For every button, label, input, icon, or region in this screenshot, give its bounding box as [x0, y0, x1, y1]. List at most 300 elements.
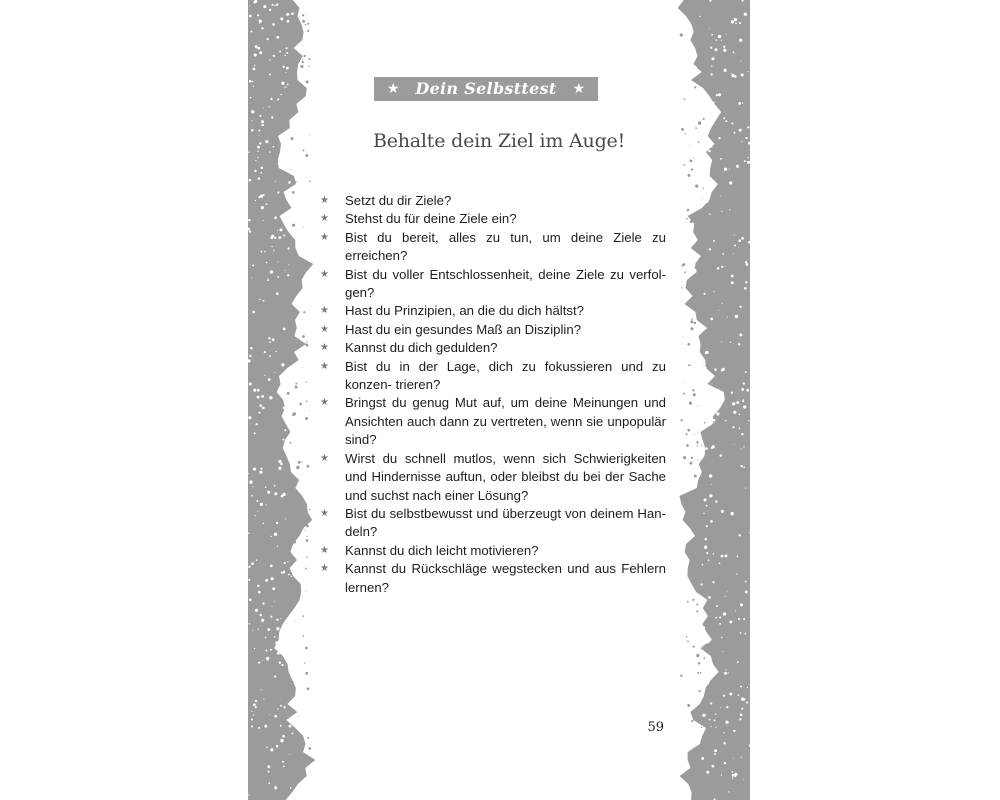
speckle: [253, 703, 256, 706]
speckle: [680, 33, 683, 36]
speckle: [306, 381, 307, 382]
speckle: [306, 539, 309, 542]
speckle: [735, 315, 738, 318]
speckle: [259, 471, 262, 474]
speckle: [732, 777, 733, 778]
question-text: Hast du Prinzipien, an die du dich hältst?: [345, 303, 584, 319]
speckle: [299, 17, 300, 18]
speckle: [712, 57, 715, 60]
speckle: [302, 59, 303, 60]
speckle: [263, 5, 266, 8]
speckle: [254, 1, 257, 4]
speckle: [695, 185, 698, 188]
speckle: [721, 40, 722, 41]
speckle: [280, 17, 283, 20]
speckle: [251, 711, 252, 712]
speckle: [715, 109, 716, 110]
speckle: [718, 35, 721, 38]
selftest-banner: [374, 77, 598, 101]
speckle: [251, 31, 253, 33]
speckle: [261, 689, 262, 690]
speckle: [254, 648, 255, 649]
speckle: [741, 465, 743, 467]
speckle: [738, 618, 740, 620]
speckle: [692, 555, 693, 556]
speckle: [683, 393, 685, 395]
speckle: [745, 261, 747, 263]
speckle: [687, 641, 689, 643]
speckle: [723, 49, 726, 52]
speckle: [278, 98, 280, 100]
speckle: [290, 796, 293, 799]
speckle: [257, 389, 260, 392]
left-speckled-border: [248, 0, 315, 800]
speckle: [701, 727, 702, 728]
speckle: [282, 65, 284, 67]
question-text: Hast du ein gesundes Maß an Disziplin?: [345, 321, 582, 337]
speckle: [261, 120, 264, 123]
speckle: [711, 484, 712, 485]
speckle: [691, 318, 693, 320]
speckle: [287, 737, 289, 739]
speckle: [706, 103, 707, 104]
speckle: [716, 39, 717, 40]
speckle: [720, 196, 721, 197]
speckle: [251, 110, 254, 113]
speckle: [740, 61, 741, 62]
speckle: [267, 628, 270, 631]
speckle: [278, 460, 281, 463]
speckle: [309, 509, 310, 510]
speckle: [715, 500, 717, 502]
speckle: [250, 423, 251, 424]
speckle: [747, 71, 748, 72]
speckle: [728, 672, 729, 673]
speckle: [276, 292, 279, 295]
speckle: [269, 59, 270, 60]
speckle: [732, 774, 735, 777]
question-item: [320, 192, 666, 210]
speckle: [262, 602, 264, 604]
speckle: [710, 47, 712, 49]
speckle: [308, 747, 311, 750]
speckle: [702, 714, 705, 717]
speckle: [280, 94, 282, 96]
speckle: [745, 590, 748, 593]
speckle: [696, 33, 698, 35]
speckle: [695, 266, 698, 269]
speckle: [707, 640, 710, 643]
speckle: [734, 18, 737, 21]
speckle: [695, 569, 698, 572]
speckle: [266, 262, 268, 264]
speckle: [283, 234, 285, 236]
speckle: [301, 461, 302, 462]
speckle: [735, 53, 736, 54]
speckle: [269, 714, 270, 715]
speckle: [722, 253, 724, 255]
speckle: [258, 727, 260, 729]
speckle: [307, 30, 309, 32]
speckle: [265, 579, 268, 582]
speckle: [711, 422, 713, 424]
speckle: [701, 445, 702, 446]
star-bullet-icon: ★: [320, 342, 329, 354]
speckle: [269, 106, 270, 107]
speckle: [270, 98, 272, 100]
speckle: [719, 454, 722, 457]
speckle: [709, 248, 711, 250]
speckle: [705, 538, 708, 541]
star-bullet-icon: ★: [320, 452, 329, 464]
speckle: [281, 572, 283, 574]
speckle: [697, 406, 698, 407]
speckle: [252, 81, 254, 83]
speckle: [266, 504, 267, 505]
speckle: [254, 53, 257, 56]
speckle: [260, 251, 262, 253]
speckle: [289, 725, 292, 728]
speckle: [253, 468, 256, 471]
speckle: [302, 615, 304, 617]
speckle: [721, 555, 724, 558]
speckle: [712, 581, 714, 583]
speckle: [712, 445, 715, 448]
speckle: [261, 395, 264, 398]
speckle: [741, 708, 743, 710]
speckle: [276, 3, 278, 5]
speckle: [280, 725, 282, 727]
speckle: [744, 13, 747, 16]
speckle: [252, 264, 254, 266]
speckle: [249, 623, 250, 624]
speckle: [280, 705, 282, 707]
speckle: [740, 714, 743, 717]
speckle: [690, 160, 693, 163]
speckle: [739, 22, 741, 24]
speckle: [721, 266, 723, 268]
speckle: [281, 82, 284, 85]
speckle: [269, 355, 271, 357]
speckle: [276, 36, 279, 39]
speckle: [290, 425, 291, 426]
speckle: [291, 163, 293, 165]
speckle: [687, 508, 690, 511]
speckle: [272, 4, 274, 6]
question-item: [320, 358, 666, 395]
speckle: [289, 442, 291, 444]
speckle: [269, 74, 271, 76]
speckle: [714, 368, 717, 371]
speckle: [713, 240, 715, 242]
speckle: [278, 467, 281, 470]
speckle: [307, 687, 310, 690]
star-bullet-icon: ★: [320, 397, 329, 409]
speckle: [714, 749, 717, 752]
speckle: [302, 61, 304, 63]
speckle: [738, 239, 741, 242]
speckle: [740, 686, 742, 688]
right-speckled-border: [678, 0, 750, 800]
speckle: [305, 568, 307, 570]
book-page: [248, 0, 750, 800]
speckle: [303, 311, 305, 313]
speckle: [703, 626, 705, 628]
speckle: [296, 747, 297, 748]
speckle: [272, 338, 275, 341]
speckle: [686, 444, 689, 447]
speckle: [284, 429, 286, 431]
speckle: [705, 200, 708, 203]
speckle: [731, 20, 734, 23]
speckle: [730, 512, 733, 515]
speckle: [287, 84, 289, 86]
speckle: [704, 465, 705, 466]
speckle: [285, 270, 286, 271]
speckle: [744, 160, 746, 162]
speckle: [720, 158, 722, 160]
speckle: [749, 532, 750, 533]
speckle: [733, 411, 736, 414]
question-item: [320, 339, 666, 357]
speckle: [710, 702, 712, 704]
speckle: [259, 115, 261, 117]
speckle: [741, 237, 744, 240]
speckle: [293, 412, 296, 415]
speckle: [729, 209, 730, 210]
speckle: [684, 98, 686, 100]
speckle: [286, 52, 288, 54]
speckle: [307, 737, 309, 739]
speckle: [726, 669, 727, 670]
speckle: [290, 401, 293, 404]
speckle: [278, 262, 279, 263]
speckle: [277, 643, 278, 644]
question-text: Kannst du dich gedulden?: [345, 340, 498, 356]
speckle: [716, 94, 718, 96]
speckle: [249, 80, 252, 83]
speckle: [271, 536, 272, 537]
speckle: [270, 649, 272, 651]
speckle: [713, 291, 714, 292]
speckle: [272, 606, 273, 607]
speckle: [735, 22, 737, 24]
speckle: [298, 716, 299, 717]
speckle: [260, 468, 262, 470]
speckle: [295, 386, 298, 389]
speckle: [706, 505, 708, 507]
star-bullet-icon: ★: [320, 213, 329, 225]
speckle: [251, 120, 252, 121]
speckle: [257, 396, 260, 399]
speckle: [307, 23, 309, 25]
speckle: [308, 66, 309, 67]
banner-title: Dein Selbsttest: [415, 79, 557, 98]
speckle: [684, 271, 686, 273]
speckle: [683, 263, 686, 266]
speckle: [723, 742, 726, 745]
speckle: [689, 402, 692, 405]
speckle: [709, 474, 712, 477]
speckle: [287, 392, 290, 395]
speckle: [288, 709, 291, 712]
speckle: [295, 620, 296, 621]
speckle: [717, 267, 720, 270]
speckle: [291, 12, 294, 15]
speckle: [712, 765, 715, 768]
speckle: [252, 630, 253, 631]
speckle: [708, 125, 711, 128]
speckle: [287, 13, 290, 16]
speckle: [696, 776, 699, 779]
speckle: [295, 181, 297, 183]
speckle: [255, 706, 257, 708]
speckle: [258, 629, 259, 630]
speckle: [739, 334, 742, 337]
speckle: [691, 457, 693, 459]
speckle: [686, 636, 688, 638]
speckle: [745, 488, 746, 489]
speckle: [700, 371, 701, 372]
speckle: [274, 372, 275, 373]
speckle: [272, 23, 275, 26]
speckle: [725, 596, 726, 597]
speckle: [732, 402, 735, 405]
speckle: [253, 714, 254, 715]
question-item: [320, 394, 666, 449]
speckle: [268, 771, 270, 773]
speckle: [702, 564, 704, 566]
speckle: [270, 616, 272, 618]
speckle: [711, 34, 713, 36]
speckle: [705, 351, 708, 354]
speckle: [274, 601, 275, 602]
speckle: [281, 664, 283, 666]
speckle: [745, 371, 747, 373]
speckle: [281, 571, 282, 572]
speckle: [687, 704, 690, 707]
speckle: [293, 339, 296, 342]
speckle: [694, 322, 696, 324]
speckle: [253, 68, 256, 71]
speckle: [248, 579, 250, 581]
speckle: [709, 28, 710, 29]
question-list: [320, 192, 666, 597]
speckle: [255, 700, 257, 702]
speckle: [274, 786, 276, 788]
speckle: [699, 588, 701, 590]
speckle: [708, 118, 711, 121]
speckle: [304, 662, 305, 663]
speckle: [265, 637, 266, 638]
speckle: [248, 416, 251, 419]
speckle: [284, 562, 286, 564]
speckle: [693, 646, 695, 648]
speckle: [291, 576, 292, 577]
speckle: [293, 96, 296, 99]
speckle: [733, 253, 734, 254]
question-text: Bist du in der Lage, dich zu fokussieren und zu konzen- trieren?: [345, 358, 666, 393]
question-text: Bist du bereit, alles zu tun, um deine Ziele zu erreichen?: [345, 229, 666, 264]
speckle: [272, 587, 275, 590]
speckle: [277, 619, 279, 621]
speckle: [283, 407, 286, 410]
speckle: [266, 660, 267, 661]
question-text: Stehst du für deine Ziele ein?: [345, 211, 517, 227]
speckle: [702, 197, 703, 198]
speckle: [259, 51, 262, 54]
speckle: [256, 423, 258, 425]
speckle: [721, 369, 723, 371]
speckle: [262, 407, 265, 410]
speckle: [296, 466, 299, 469]
speckle: [282, 571, 285, 574]
speckle: [743, 779, 744, 780]
speckle: [250, 347, 253, 350]
speckle: [290, 767, 291, 768]
speckle: [733, 51, 735, 53]
speckle: [264, 375, 265, 376]
speckle: [249, 382, 252, 385]
speckle: [305, 344, 308, 347]
speckle: [698, 318, 699, 319]
speckle: [300, 525, 302, 527]
speckle: [270, 748, 273, 751]
speckle: [697, 229, 699, 231]
speckle: [731, 281, 734, 284]
speckle: [697, 672, 699, 674]
speckle: [277, 191, 279, 193]
speckle: [263, 523, 265, 525]
speckle: [742, 103, 743, 104]
speckle: [277, 546, 278, 547]
speckle: [276, 745, 279, 748]
speckle: [306, 525, 309, 528]
speckle: [714, 753, 716, 755]
speckle: [703, 188, 704, 189]
speckle: [732, 426, 734, 428]
speckle: [284, 161, 286, 163]
speckle: [706, 552, 708, 554]
speckle: [255, 609, 258, 612]
speckle: [737, 694, 739, 696]
speckle: [710, 520, 713, 523]
speckle: [286, 223, 288, 225]
speckle: [743, 698, 746, 701]
speckle: [704, 409, 705, 410]
speckle: [688, 364, 690, 366]
speckle: [734, 773, 737, 776]
speckle: [709, 494, 712, 497]
speckle: [729, 181, 732, 184]
speckle: [253, 389, 256, 392]
speckle: [731, 392, 733, 394]
speckle: [714, 720, 716, 722]
question-item: [320, 560, 666, 597]
speckle: [703, 657, 705, 659]
speckle: [277, 276, 279, 278]
speckle: [716, 412, 719, 415]
speckle: [713, 419, 716, 422]
speckle: [274, 236, 277, 239]
speckle: [721, 510, 724, 513]
speckle: [277, 230, 278, 231]
speckle: [253, 86, 254, 87]
speckle: [692, 389, 694, 391]
speckle: [270, 236, 273, 239]
speckle: [737, 661, 739, 663]
speckle: [738, 102, 741, 105]
